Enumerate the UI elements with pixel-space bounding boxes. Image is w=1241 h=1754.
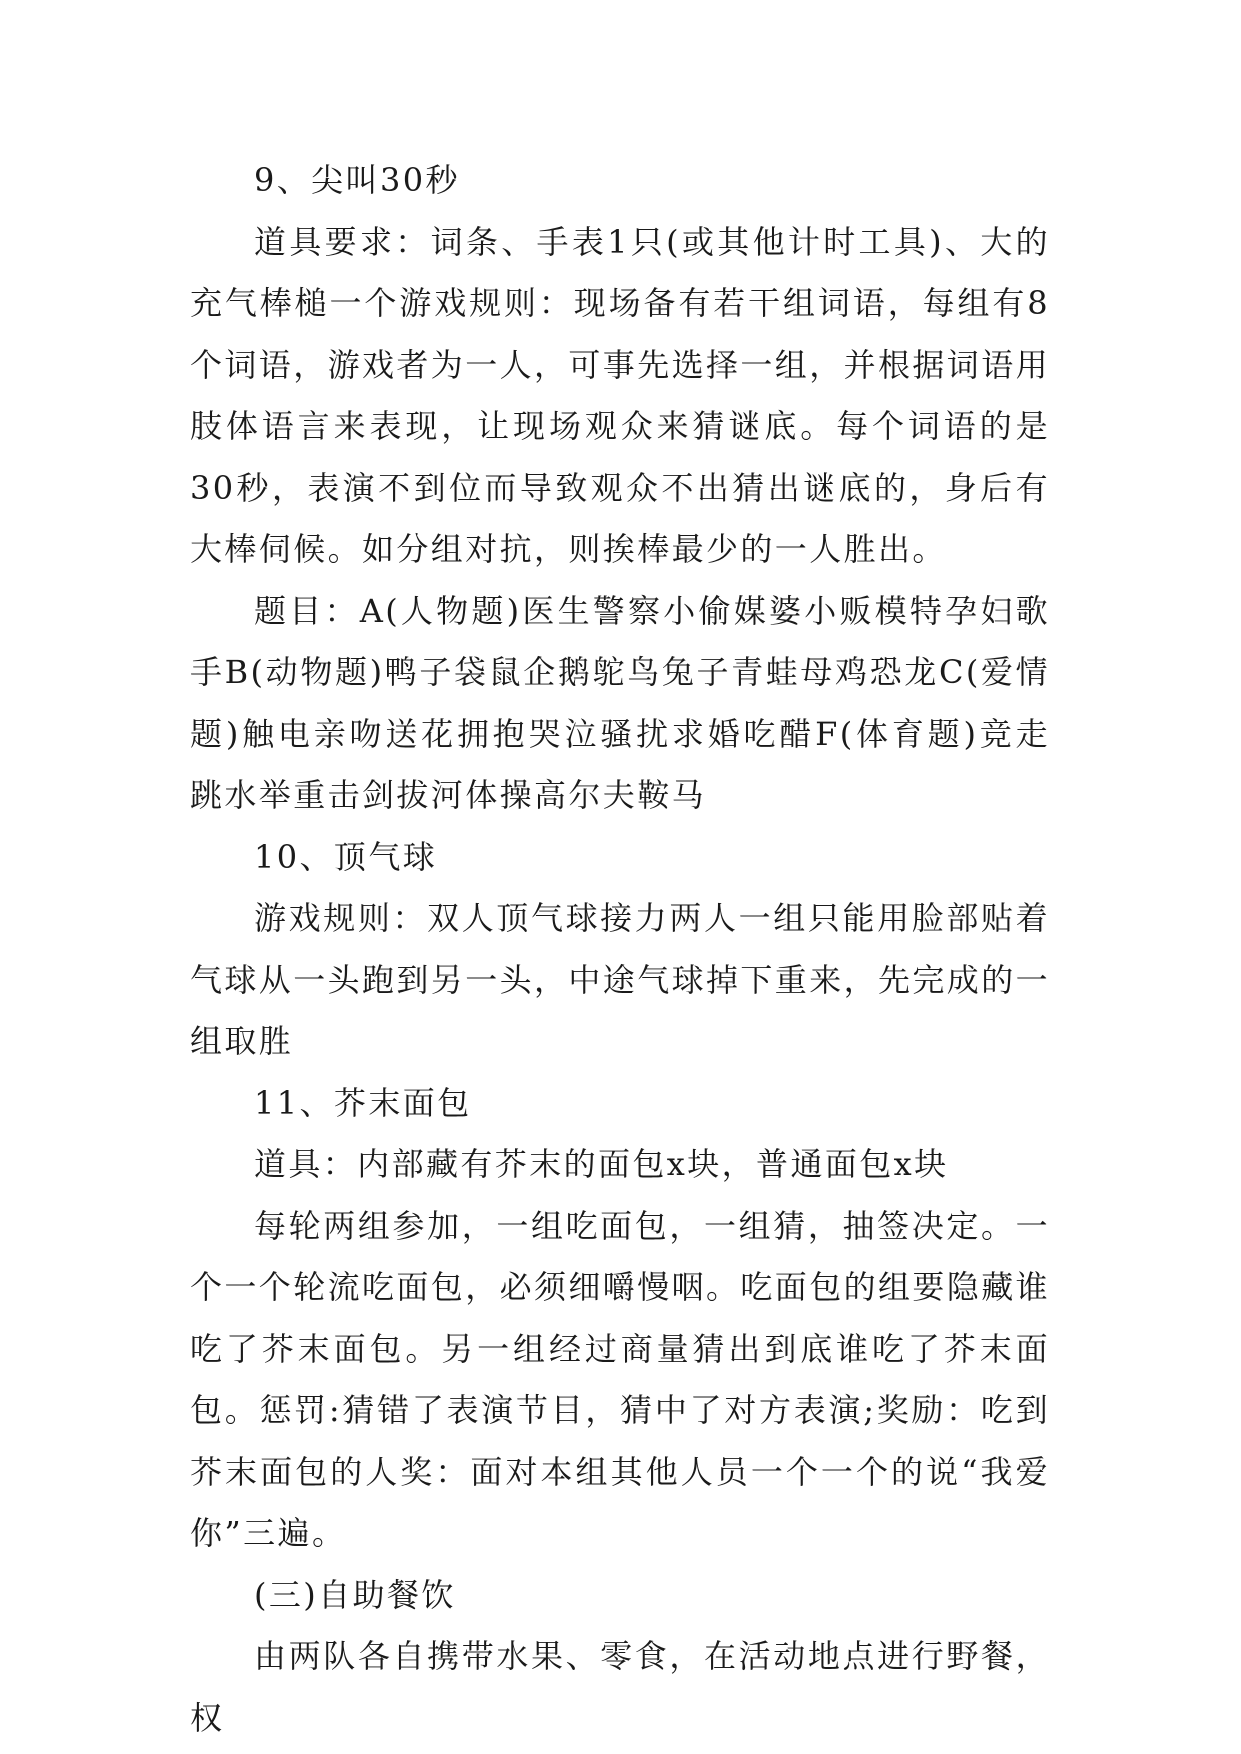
paragraph-bread-props: 道具：内部藏有芥末的面包x块，普通面包x块 [254, 1145, 949, 1183]
paragraph-balloon-rules: 游戏规则：双人顶气球接力两人一组只能用脸部贴着气球从一头跑到另一头，中途气球掉下重来，先完成的一组取胜 [190, 899, 1051, 1060]
heading-scream-30s: 9、尖叫30秒 [254, 161, 460, 199]
paragraph-buffet: 由两队各自携带水果、零食，在活动地点进行野餐，权 [190, 1637, 1050, 1737]
heading-mustard-bread: 11、芥末面包 [254, 1083, 472, 1122]
document-body [190, 150, 1050, 1749]
paragraph-props-rules: 道具要求：词条、手表1只(或其他计时工具)、大的充气棒槌一个游戏规则：现场备有若干组词语，每组有8个词语，游戏者为一人，可事先选择一组，并根据词语用肢体语言来表现，让现场观众来猜谜底。每个词语的是30秒，表演不到位而导致观众不出猜出谜底的，身后有大棒伺候。如分组对抗，则挨棒最少的一人胜出。 [190, 222, 1051, 568]
paragraph-bread-rules: 每轮两组参加，一组吃面包，一组猜，抽签决定。一个一个轮流吃面包，必须细嚼慢咽。吃面包的组要隐藏谁吃了芥末面包。另一组经过商量猜出到底谁吃了芥末面包。惩罚:猜错了表演节目，猜中了对方表演;奖励：吃到芥末面包的人奖：面对本组其他人员一个一个的说“我爱你”三遍。 [190, 1206, 1051, 1552]
paragraph-topics: 题目：A(人物题)医生警察小偷媒婆小贩模特孕妇歌手B(动物题)鸭子袋鼠企鹅鸵鸟兔子青蛙母鸡恐龙C(爱情题)触电亲吻送花拥抱哭泣骚扰求婚吃醋F(体育题)竞走跳水举重击剑拔河体操高尔夫鞍马 [190, 591, 1050, 814]
heading-buffet: (三)自助餐饮 [254, 1575, 456, 1614]
heading-balloon: 10、顶气球 [254, 837, 438, 876]
